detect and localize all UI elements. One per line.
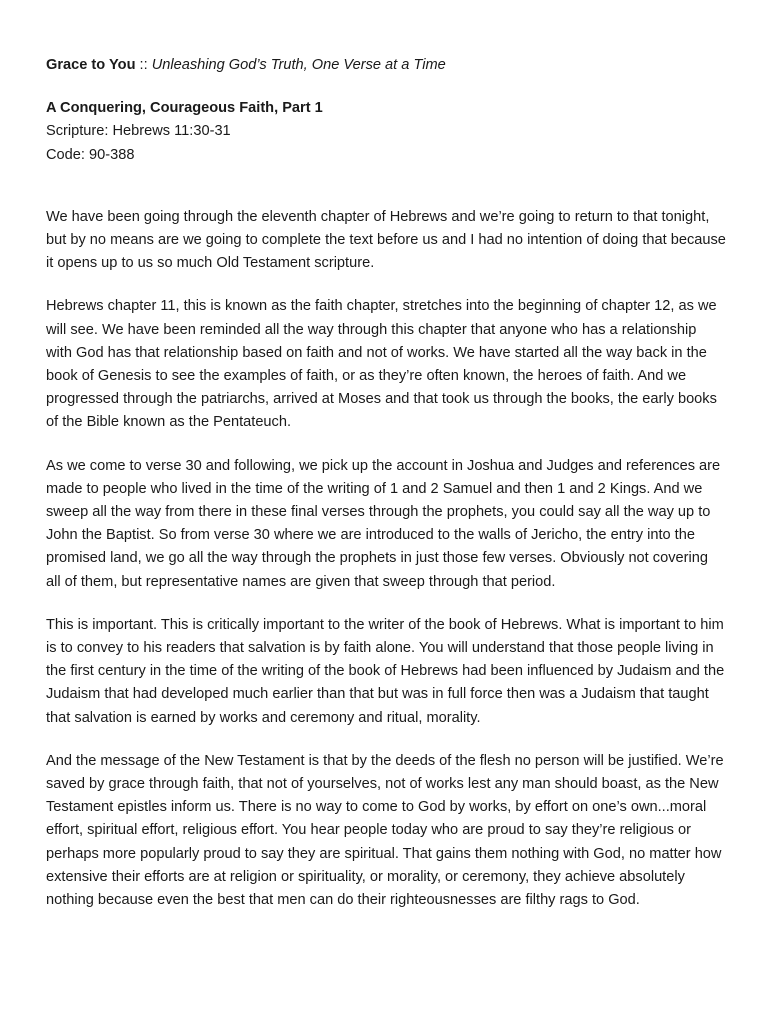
- body-paragraph: We have been going through the eleventh chapter of Hebrews and we’re going to return to that tonight, but by no means are we going to complete the text before us and I had no intention of doing that because it opens up to us so much Old Testament scripture.: [46, 208, 726, 272]
- body-paragraph: Hebrews chapter 11, this is known as the faith chapter, stretches into the beginning of chapter 12, as we will see. We have been reminded all the way through this chapter that anyone who has a relationship with God has that relationship based on faith and not of works. We have started all the way back in the book of Genesis to see the examples of faith, or as they’re often known, the heroes of faith. And we progressed through the patriarchs, arrived at Moses and that took us through the books, the early books of the Bible known as the Pentateuch.: [46, 298, 717, 431]
- brand-tagline: Unleashing God’s Truth, One Verse at a Time: [151, 57, 446, 73]
- header-separator: ::: [135, 57, 152, 73]
- sermon-code: Code: 90-388: [46, 146, 135, 163]
- scripture-reference: Scripture: Hebrews 11:30-31: [46, 123, 231, 140]
- sermon-title: A Conquering, Courageous Faith, Part 1: [46, 100, 323, 117]
- body-paragraph: And the message of the New Testament is that by the deeds of the flesh no person will be justified. We’re saved by grace through faith, that not of yourselves, not of works lest any man should boast, as the New Testament epistles inform us. There is no way to come to God by works, by effort on one’s own...moral effort, spiritual effort, religious effort. You hear people today who are proud to say they’re religious or perhaps more popularly proud to say they are spiritual. That gains them nothing with God, no matter how extensive their efforts are at religion or spirituality, or morality, or ceremony, they achieve absolutely nothing because even the best that men can do their righteousnesses are filthy rags to God.: [46, 752, 724, 909]
- sermon-body: [46, 206, 726, 912]
- document-page: [46, 54, 726, 932]
- body-paragraph: As we come to verse 30 and following, we pick up the account in Joshua and Judges and references are made to people who lived in the time of the writing of 1 and 2 Samuel and then 1 and 2 Kings. And we sweep all the way from there in these final verses through the prophets, you could say all the way up to John the Baptist. So from verse 30 where we are introduced to the walls of Jericho, the entry into the promised land, we go all the way through the prophets in just those few verses. Obviously not covering all of them, but representative names are given that sweep through that period.: [46, 457, 721, 590]
- page-header: [46, 54, 726, 77]
- brand-name: Grace to You: [46, 57, 136, 73]
- body-paragraph: This is important. This is critically important to the writer of the book of Hebrews. What is important to him is to convey to his readers that salvation is by faith alone. You will understand that those people living in the first century in the time of the writing of the book of Hebrews had been influenced by Judaism and the Judaism that had developed much earlier than that but was in full force then was a Judaism that taught that salvation is earned by works and ceremony and ritual, morality.: [46, 616, 725, 726]
